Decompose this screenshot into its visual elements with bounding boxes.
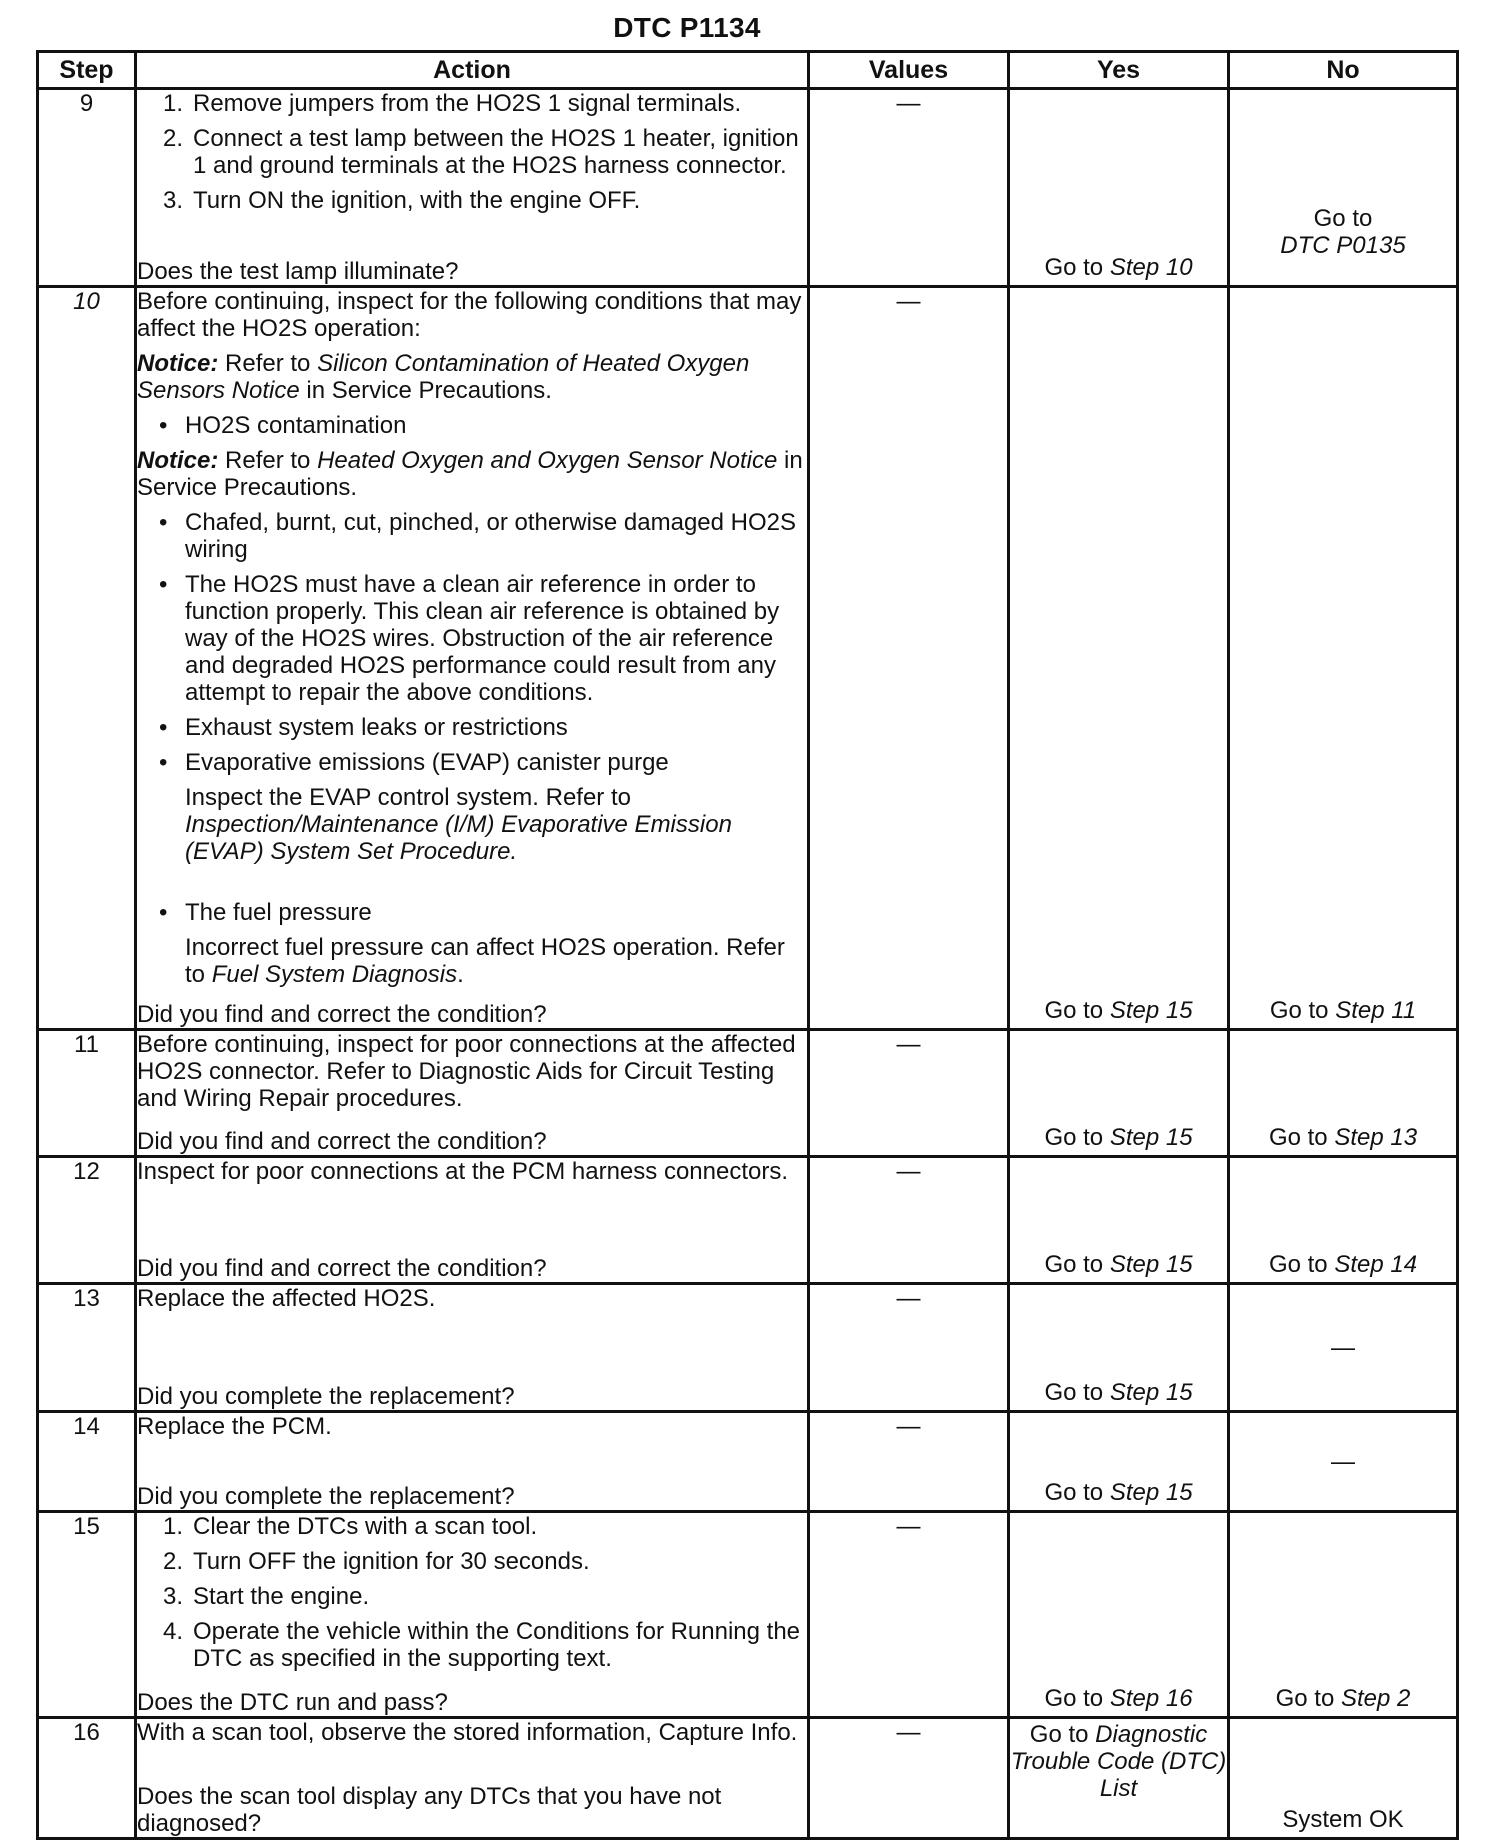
step-number: 12 <box>38 1156 136 1284</box>
table-row <box>38 1511 1458 1717</box>
numbered-item: 1. Clear the DTCs with a scan tool. <box>162 1512 538 1540</box>
yes-cell <box>1009 1156 1229 1284</box>
no-link[interactable]: Go to Step 14 <box>1268 1251 1418 1279</box>
step-number: 14 <box>38 1412 136 1512</box>
yes-cell <box>1009 1511 1229 1717</box>
table-row <box>38 1412 1458 1512</box>
values-cell: — <box>809 1412 1009 1512</box>
sub-text: Incorrect fuel pressure can affect HO2S operation. Refer to Fuel System Diagnosis. <box>185 934 785 989</box>
yes-cell <box>1009 1718 1229 1839</box>
yes-link[interactable]: Go to Step 15 <box>1044 1379 1193 1407</box>
question-text: Did you find and correct the condition? <box>137 1127 547 1155</box>
yes-cell <box>1009 1029 1229 1156</box>
action-cell <box>136 1156 809 1284</box>
no-cell <box>1229 1718 1458 1839</box>
numbered-item: 2. Connect a test lamp between the HO2S 1 heater, ignition 1 and ground terminals at the HO2S harness connector. <box>162 125 799 179</box>
yes-link[interactable]: Go to Step 16 <box>1044 1685 1193 1713</box>
action-cell <box>136 1511 809 1717</box>
numbered-item: 2. Turn OFF the ignition for 30 seconds. <box>162 1547 590 1575</box>
question-text: Did you find and correct the condition? <box>137 1255 547 1283</box>
table-row <box>38 1156 1458 1284</box>
table-row <box>38 1718 1458 1839</box>
step-number: 9 <box>38 89 136 287</box>
question-text: Does the scan tool display any DTCs that you have not diagnosed? <box>137 1783 722 1837</box>
action-cell <box>136 1718 809 1839</box>
yes-link[interactable]: Go to Step 15 <box>1044 1251 1193 1279</box>
action-cell <box>136 287 809 1030</box>
no-link[interactable]: Go to Step 13 <box>1268 1123 1418 1151</box>
intro-text: Before continuing, inspect for the following conditions that may affect the HO2S operation: <box>137 288 802 343</box>
values-cell: — <box>809 287 1009 1030</box>
numbered-item: 3. Turn ON the ignition, with the engine OFF. <box>162 187 641 214</box>
question-text: Does the DTC run and pass? <box>137 1689 448 1717</box>
yes-cell <box>1009 287 1229 1030</box>
action-cell <box>136 1029 809 1156</box>
no-cell <box>1229 89 1458 287</box>
header-action: Action <box>136 52 809 89</box>
header-yes: Yes <box>1009 52 1229 89</box>
values-cell: — <box>809 89 1009 287</box>
step-number: 11 <box>38 1029 136 1156</box>
notice-text: Notice: Refer to Silicon Contamination of Heated Oxygen Sensors Notice in Service Precautions. <box>137 350 750 405</box>
table-header-row <box>38 52 1458 89</box>
header-step: Step <box>38 52 136 89</box>
step-number: 16 <box>38 1718 136 1839</box>
action-cell <box>136 1284 809 1412</box>
step-number: 13 <box>38 1284 136 1412</box>
values-cell: — <box>809 1718 1009 1839</box>
bullet-item: • Evaporative emissions (EVAP) canister purge <box>159 749 669 777</box>
bullet-item: • The HO2S must have a clean air reference in order to function properly. This clean air reference is obtained by way of the HO2S wires. Obstruction of the air reference and degraded HO2S performance could result from any attempt to repair the above conditions. <box>159 571 780 707</box>
question-text: Did you find and correct the condition? <box>137 1000 547 1028</box>
action-text: Replace the affected HO2S. <box>137 1285 436 1313</box>
table-row <box>38 1284 1458 1412</box>
sub-text: Inspect the EVAP control system. Refer to Inspection/Maintenance (I/M) Evaporative Emission (EVAP) System Set Procedure. <box>185 784 732 866</box>
table-row <box>38 1029 1458 1156</box>
values-cell: — <box>809 1511 1009 1717</box>
no-cell <box>1229 1284 1458 1412</box>
question-text: Did you complete the replacement? <box>137 1482 515 1510</box>
no-dash: — <box>1331 1334 1355 1362</box>
step-number: 10 <box>38 287 136 1030</box>
action-text: Replace the PCM. <box>137 1413 332 1441</box>
yes-cell <box>1009 1412 1229 1512</box>
yes-link[interactable]: Go to Step 15 <box>1044 996 1193 1024</box>
page-title: DTC P1134 <box>613 12 761 43</box>
header-no: No <box>1229 52 1458 89</box>
no-result: System OK <box>1282 1806 1404 1833</box>
values-cell: — <box>809 1156 1009 1284</box>
no-link[interactable]: Go to DTC P0135 <box>1280 205 1406 260</box>
yes-link[interactable]: Go to Step 15 <box>1044 1123 1193 1151</box>
yes-cell <box>1009 89 1229 287</box>
numbered-item: 1. Remove jumpers from the HO2S 1 signal terminals. <box>162 90 742 117</box>
numbered-item: 3. Start the engine. <box>162 1582 370 1610</box>
bullet-item: • HO2S contamination <box>159 412 407 440</box>
bullet-item: • Chafed, burnt, cut, pinched, or otherwise damaged HO2S wiring <box>159 509 797 564</box>
table-row <box>38 89 1458 287</box>
no-link[interactable]: Go to Step 2 <box>1275 1685 1411 1713</box>
yes-cell <box>1009 1284 1229 1412</box>
action-text: With a scan tool, observe the stored information, Capture Info. <box>137 1719 798 1747</box>
no-dash: — <box>1331 1448 1355 1476</box>
yes-link[interactable]: Go to Step 15 <box>1044 1478 1193 1506</box>
step-number: 15 <box>38 1511 136 1717</box>
numbered-item: 4. Operate the vehicle within the Conditions for Running the DTC as specified in the supporting text. <box>162 1617 801 1672</box>
no-cell <box>1229 1029 1458 1156</box>
action-text: Before continuing, inspect for poor connections at the affected HO2S connector. Refer to Diagnostic Aids for Circuit Testing and Wiring Repair procedures. <box>137 1030 796 1112</box>
question-text: Did you complete the replacement? <box>137 1383 515 1411</box>
no-cell <box>1229 287 1458 1030</box>
no-cell <box>1229 1156 1458 1284</box>
table-row <box>38 287 1458 1030</box>
no-cell <box>1229 1511 1458 1717</box>
bullet-item: • The fuel pressure <box>159 899 372 927</box>
bullet-item: • Exhaust system leaks or restrictions <box>159 714 568 742</box>
action-cell <box>136 1412 809 1512</box>
dtc-table <box>36 50 1459 1840</box>
values-cell: — <box>809 1284 1009 1412</box>
action-cell <box>136 89 809 287</box>
action-text: Inspect for poor connections at the PCM harness connectors. <box>137 1157 789 1185</box>
yes-link[interactable]: Go to Diagnostic Trouble Code (DTC) List <box>1010 1721 1227 1803</box>
no-cell <box>1229 1412 1458 1512</box>
header-values: Values <box>809 52 1009 89</box>
yes-link[interactable]: Go to Step 10 <box>1044 254 1193 282</box>
no-link[interactable]: Go to Step 11 <box>1269 996 1417 1024</box>
notice-text: Notice: Refer to Heated Oxygen and Oxygen Sensor Notice in Service Precautions. <box>137 447 803 502</box>
question-text: Does the test lamp illuminate? <box>137 258 459 286</box>
values-cell: — <box>809 1029 1009 1156</box>
